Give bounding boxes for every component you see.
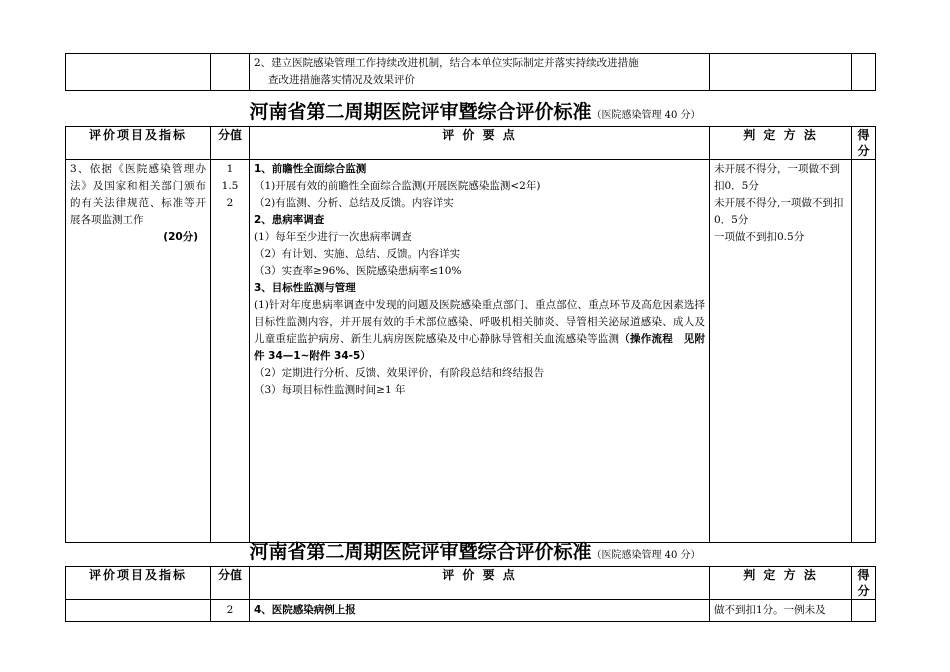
top-fragment-table (65, 53, 876, 91)
score-1: 1 (226, 163, 234, 175)
points-heading-1: 1、前瞻性全面综合监测 (254, 163, 367, 175)
header-got: 得分 (852, 127, 876, 160)
top-score-cell (211, 54, 250, 91)
points-line-6-bold: （操作流程 见附件 34—1~附件 34-5） (254, 333, 706, 362)
item-cell (66, 160, 211, 543)
points-cell-2: 4、医院感染病例上报 (250, 600, 710, 622)
header-score: 分值 (211, 127, 250, 160)
got-cell-2 (852, 600, 876, 622)
header-method-2: 判 定 方 法 (710, 567, 852, 600)
evaluation-table-1 (65, 126, 876, 543)
method-cell (710, 160, 852, 543)
points-line-1: （1)开展有效的前瞻性全面综合监测(开展医院感染监测<2年) (254, 180, 541, 192)
title-sub-2: （医院感染管理 40 分） (591, 550, 701, 561)
header-points: 评 价 要 点 (250, 127, 710, 160)
title-main: 河南省第二周期医院评审暨综合评价标准 (249, 101, 592, 123)
points-cell (250, 160, 710, 543)
header-item-2: 评价项目及指标 (66, 567, 211, 600)
points-line-2: （2)有监测、分析、总结及反馈。内容详实 (254, 197, 454, 209)
points-line-5: （3）实查率≥96%、医院感染患病率≤10% (254, 265, 462, 277)
points-line-8: （3）每项目标性监测时间≥1 年 (254, 384, 406, 396)
method-1: 未开展不得分，一项做不到扣0．5分 (714, 163, 840, 192)
score-cell (211, 160, 250, 543)
top-points-cell (250, 54, 710, 91)
top-method-cell (710, 54, 852, 91)
points-line-4: （2）有计划、实施、总结、反馈。内容详实 (254, 248, 461, 260)
header-score-2: 分值 (211, 567, 250, 600)
points-heading-2: 2、患病率调查 (254, 214, 325, 226)
points-line-6 (254, 297, 705, 365)
title-main-2: 河南省第二周期医院评审暨综合评价标准 (249, 541, 592, 563)
top-line-1: 2、建立医院感染管理工作持续改进机制，结合本单位实际制定并落实持续改进措施 (254, 57, 639, 69)
top-item-cell (66, 54, 211, 91)
method-3: 一项做不到扣0.5分 (714, 231, 805, 243)
method-cell-2: 做不到扣1分。一例未及 (710, 600, 852, 622)
title-sub: （医院感染管理 40 分） (591, 110, 701, 121)
page-title-1 (0, 97, 950, 124)
item-text: 3、依据《医院感染管理办法》及国家和相关部门颁布的有关法律规范、标准等开展各项监测工作 (70, 163, 206, 226)
points-line-3: (1）每年至少进行一次患病率调查 (254, 231, 412, 243)
top-line-2: 查改进措施落实情况及效果评价 (268, 74, 415, 86)
method-2: 未开展不得分,一项做不到扣0．5分 (714, 197, 844, 226)
score-2: 1.5 (221, 180, 239, 192)
points-line-6-text: (1)针对年度患病率调查中发现的问题及医院感染重点部门、重点部位、重点环节及高危因素选择目标性监测内容，并开展有效的手术部位感染、呼吸机相关肺炎、导管相关泌尿道感染、成人及儿童重症监护病房、新生儿病房医院感染及中心静脉导管相关血流感染等监测 (254, 299, 705, 345)
header-item: 评价项目及指标 (66, 127, 211, 160)
item-points: (20分) (163, 231, 198, 243)
score-cell-2: 2 (211, 600, 250, 622)
header-got-2: 得分 (852, 567, 876, 600)
item-cell-2 (66, 600, 211, 622)
header-method: 判 定 方 法 (710, 127, 852, 160)
score-3: 2 (226, 197, 234, 209)
got-cell (852, 160, 876, 543)
page-title-2 (0, 537, 950, 564)
header-points-2: 评 价 要 点 (250, 567, 710, 600)
top-got-cell (852, 54, 876, 91)
evaluation-table-2 (65, 566, 876, 622)
points-heading-3: 3、目标性监测与管理 (254, 282, 356, 294)
points-line-7: （2）定期进行分析、反馈、效果评价，有阶段总结和终结报告 (254, 367, 545, 379)
